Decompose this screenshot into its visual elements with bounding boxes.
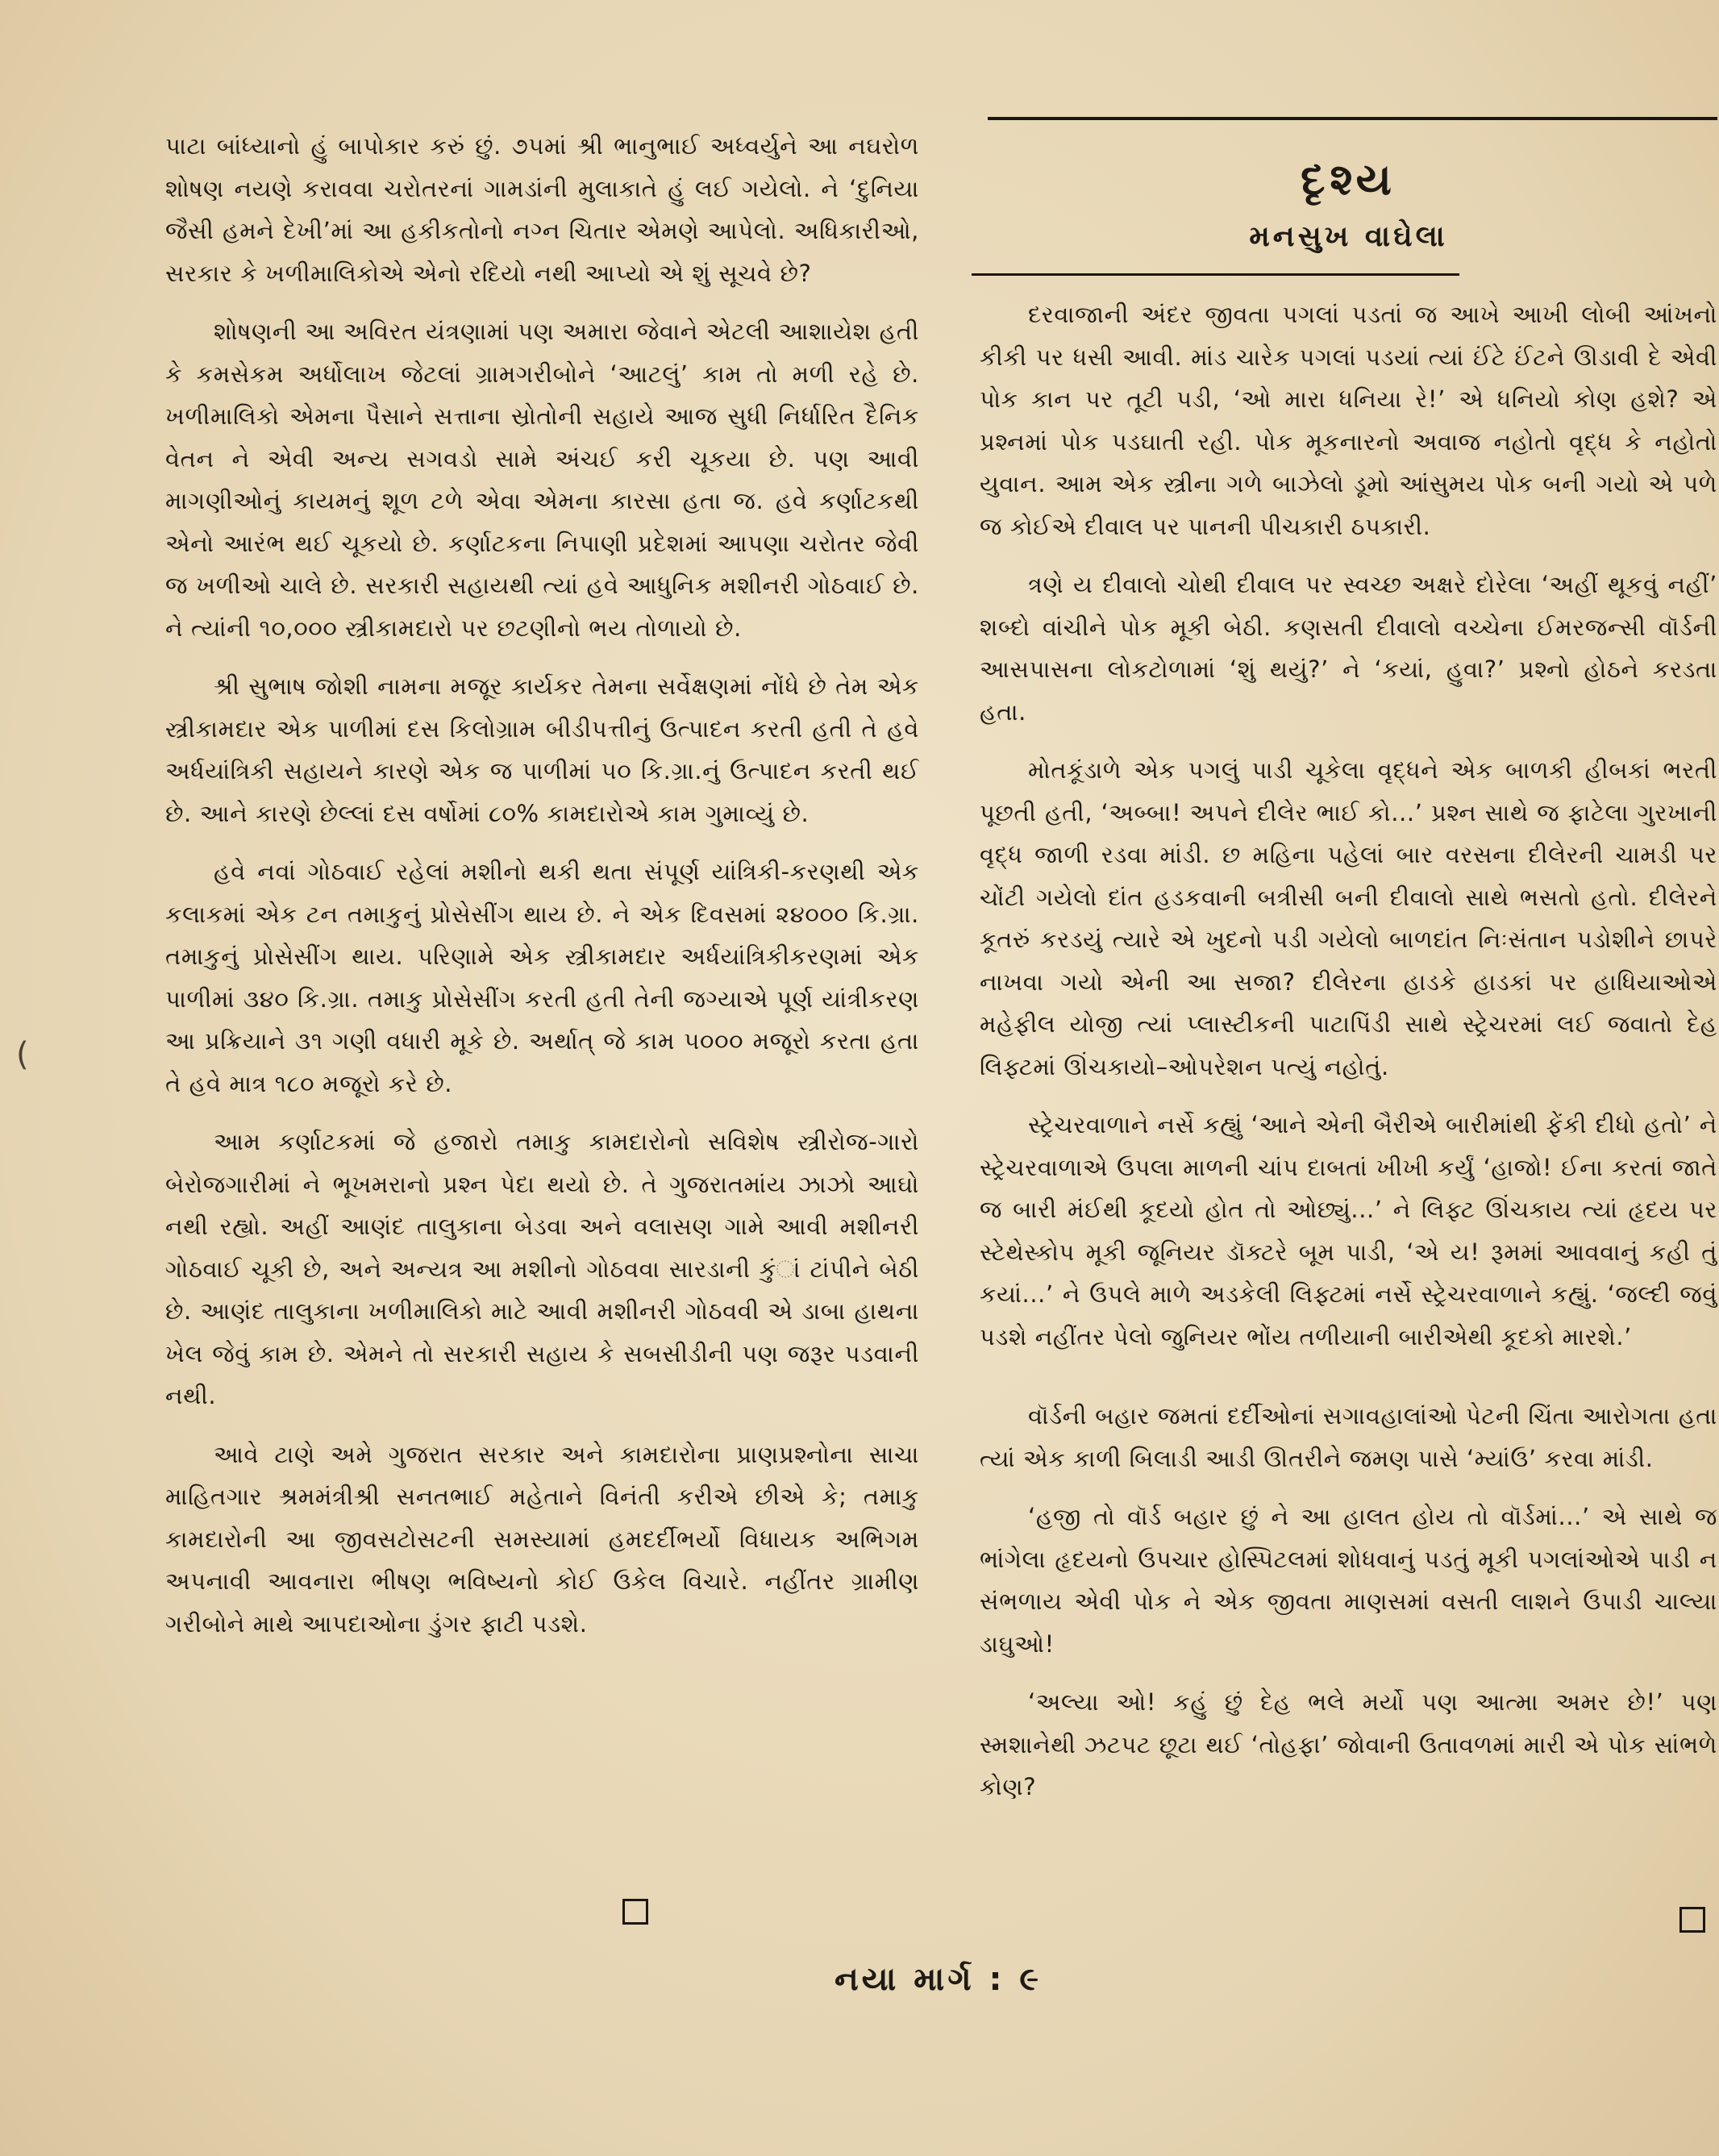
left-paragraph-6: આવે ટાણે અમે ગુજરાત સરકાર અને કામદારોના પ્રાણપ્રશ્નોના સાચા માહિતગાર શ્રમમંત્રીશ્રી સનતભાઈ મહેતાને વિનંતી કરીએ છીએ કે; તમાકુ કામદારોની આ જીવસટોસટની સમસ્યામાં હમદર્દીભર્યો વિધાયક અભિગમ અપનાવી આવનારા ભીષણ ભવિષ્યનો કોઈ ઉકેલ વિચારે. નહીંતર ગ્રામીણ ગરીબોને માથે આપદાઓના ડુંગર ફાટી પડશે. xyxy=(165,1440,919,1638)
right-paragraph-7: ‘અલ્યા ઓ! કહું છું દેહ ભલે મર્યો પણ આત્મા અમર છે!’ પણ સ્મશાનેથી ઝટપટ છૂટા થઈ ‘તોહફા’ જોવાની ઉતાવળમાં મારી એ પોક સાંભળે કોણ? xyxy=(980,1688,1717,1800)
story-body xyxy=(980,293,1717,1808)
end-mark-box-right xyxy=(1679,1907,1705,1933)
left-paragraph-2: શોષણની આ અવિરત યંત્રણામાં પણ અમારા જેવાને એટલી આશાયેશ હતી કે કમસેકમ અર્ધોલાખ જેટલાં ગ્રામગરીબોને ‘આટલું’ કામ તો મળી રહે છે. ખળીમાલિકો એમના પૈસાને સત્તાના સ્રોતોની સહાયે આજ સુધી નિર્ધારિત દૈનિક વેતન ને એવી અન્ય સગવડો સામે અંચઈ કરી ચૂકયા છે. પણ આવી માગણીઓનું કાયમનું શૂળ ટળે એવા એમના કારસા હતા જ. હવે કર્ણાટકથી એનો આરંભ થઈ ચૂકયો છે. કર્ણાટકના નિપાણી પ્રદેશમાં આપણા ચરોતર જેવી જ ખળીઓ ચાલે છે. સરકારી સહાયથી ત્યાં હવે આધુનિક મશીનરી ગોઠવાઈ છે. ને ત્યાંની ૧૦,૦૦૦ સ્ત્રીકામદારો પર છટણીનો ભય તોળાયો છે. xyxy=(165,318,919,642)
margin-mark: ( xyxy=(16,1036,29,1073)
left-paragraph-1: પાટા બાંધ્યાનો હું બાપોકાર કરું છું. ૭૫માં શ્રી ભાનુભાઈ અધ્વર્યુને આ નઘરોળ શોષણ નયણે કરાવવા ચરોતરનાં ગામડાંની મુલાકાતે હું લઈ ગયેલો. ને ‘દુનિયા જૈસી હમને દેખી’માં આ હકીકતોનો નગ્ન ચિતાર એમણે આપેલો. અધિકારીઓ, સરકાર કે ખળીમાલિકોએ એનો રદિયો નથી આપ્યો એ શું સૂચવે છે? xyxy=(165,132,919,287)
right-paragraph-2: ત્રણે ય દીવાલો ચોથી દીવાલ પર સ્વચ્છ અક્ષરે દોરેલા ‘અહીં થૂકવું નહીં’ શબ્દો વાંચીને પોક મૂકી બેઠી. કણસતી દીવાલો વચ્ચેના ઈમરજન્સી વૉર્ડની આસપાસના લોકટોળામાં ‘શું થયું?’ ને ‘કયાં, હુવા?’ પ્રશ્નો હોઠને કરડતા હતા. xyxy=(980,571,1717,726)
story-author: મનસુખ વાઘેલા xyxy=(1249,220,1448,253)
right-paragraph-1: દરવાજાની અંદર જીવતા પગલાં પડતાં જ આખે આખી લોબી આંખનો કીકી પર ધસી આવી. માંડ ચારેક પગલાં પડયાં ત્યાં ઈંટે ઈંટને ઊડાવી દે એવી પોક કાન પર તૂટી પડી, ‘ઓ મારા ધનિયા રે!’ એ ધનિયો કોણ હશે? એ પ્રશ્નમાં પોક પડઘાતી રહી. પોક મૂકનારનો અવાજ નહોતો વૃદ્ધ કે નહોતો યુવાન. આમ એક સ્ત્રીના ગળે બાઝેલો ડૂમો આંસુમય પોક બની ગયો એ પળે જ કોઈએ દીવાલ પર પાનની પીચકારી ઠપકારી. xyxy=(980,301,1717,540)
right-column xyxy=(980,117,1717,1825)
left-paragraph-3: શ્રી સુભાષ જોશી નામના મજૂર કાર્યકર તેમના સર્વેક્ષણમાં નોંધે છે તેમ એક સ્ત્રીકામદાર એક પાળીમાં દસ કિલોગ્રામ બીડીપત્તીનું ઉત્પાદન કરતી હતી તે હવે અર્ધયાંત્રિકી સહાયને કારણે એક જ પાળીમાં ૫૦ કિ.ગ્રા.નું ઉત્પાદન કરતી થઈ છે. આને કારણે છેલ્લાં દસ વર્ષોમાં ૮૦% કામદારોએ કામ ગુમાવ્યું છે. xyxy=(165,672,919,827)
end-mark-box-left xyxy=(622,1899,648,1925)
story-title: દૃશ્ય xyxy=(1301,154,1396,205)
page-footer: નયા માર્ગ : ૯ xyxy=(835,1961,1043,1998)
right-paragraph-3: મોતકૂંડાળે એક પગલું પાડી ચૂકેલા વૃદ્ધને એક બાળકી હીબકાં ભરતી પૂછતી હતી, ‘અબ્બા! અપને દીલેર ભાઈ કો...’ પ્રશ્ન સાથે જ ફાટેલા ગુરખાની વૃદ્ધ જાળી રડવા માંડી. છ મહિના પહેલાં બાર વરસના દીલેરની ચામડી પર ચોંટી ગયેલો દાંત હડકવાની બત્રીસી બની દીવાલો સાથે ભસતો હતો. દીલેરને કૂતરું કરડયું ત્યારે એ ખુદનો પડી ગયેલો બાળદાંત નિઃસંતાન પડોશીને છાપરે નાખવા ગયો એની આ સજા? દીલેરના હાડકે હાડકાં પર હાધિયાઓએ મહેફીલ યોજી ત્યાં પ્લાસ્ટીકની પાટાપિંડી સાથે સ્ટ્રેચરમાં લઈ જવાતો દેહ લિફ્ટમાં ઊંચકાયો–ઓપરેશન પત્યું નહોતું. xyxy=(980,756,1717,1080)
left-paragraph-5: આમ કર્ણાટકમાં જે હજારો તમાકુ કામદારોનો સવિશેષ સ્ત્રીરોજ-ગારો બેરોજગારીમાં ને ભૂખમરાનો પ્રશ્ન પેદા થયો છે. તે ગુજરાતમાંય ઝાઝો આઘો નથી રહ્યો. અહીં આણંદ તાલુકાના બેડવા અને વલાસણ ગામે આવી મશીનરી ગોઠવાઈ ચૂકી છે, અને અન્યત્ર આ મશીનો ગોઠવવા સારડાની કુંાં ટાંપીને બેઠી છે. આણંદ તાલુકાના ખળીમાલિકો માટે આવી મશીનરી ગોઠવવી એ ડાબા હાથના ખેલ જેવું કામ છે. એમને તો સરકારી સહાય કે સબસીડીની પણ જરૂર પડવાની નથી. xyxy=(165,1128,919,1409)
bottom-rule xyxy=(972,273,1459,276)
left-paragraph-4: હવે નવાં ગોઠવાઈ રહેલાં મશીનો થકી થતા સંપૂર્ણ યાંત્રિકી-કરણથી એક કલાકમાં એક ટન તમાકુનું પ્રોસેસીંગ થાય છે. ને એક દિવસમાં ૨૪૦૦૦ કિ.ગ્રા. તમાકુનું પ્રોસેસીંગ થાય. પરિણામે એક સ્ત્રીકામદાર અર્ધયાંત્રિકીકરણમાં એક પાળીમાં ૩૪૦ કિ.ગ્રા. તમાકુ પ્રોસેસીંગ કરતી હતી તેની જગ્યાએ પૂર્ણ યાંત્રીકરણ આ પ્રક્રિયાને ૩૧ ગણી વધારી મૂકે છે. અર્થાત્ જે કામ ૫૦૦૦ મજૂરો કરતા હતા તે હવે માત્ર ૧૮૦ મજૂરો કરે છે. xyxy=(165,858,919,1097)
right-paragraph-5: વૉર્ડની બહાર જમતાં દર્દીઓનાં સગાવહાલાંઓ પેટની ચિંતા આરોગતા હતા ત્યાં એક કાળી બિલાડી આડી ઊતરીને જમણ પાસે ‘મ્યાંઉ’ કરવા માંડી. xyxy=(980,1402,1717,1472)
top-rule xyxy=(988,117,1717,120)
right-paragraph-4: સ્ટ્રેચરવાળાને નર્સે કહ્યું ‘આને એની બૈરીએ બારીમાંથી ફેંકી દીધો હતો’ ને સ્ટ્રેચરવાળાએ ઉપલા માળની ચાંપ દાબતાં ખીખી કર્યું ‘હાજો! ઈના કરતાં જાતે જ બારી મંઈથી કૂદયો હોત તો ઓછ્યું...’ ને લિફ્ટ ઊંચકાય ત્યાં હૃદય પર સ્ટેથેસ્કોપ મૂકી જૂનિયર ડૉક્ટરે બૂમ પાડી, ‘એ ય! રૂમમાં આવવાનું કહી તું કયાં...’ ને ઉપલે માળે અડકેલી લિફ્ટમાં નર્સે સ્ટ્રેચરવાળાને કહ્યું. ‘જલ્દી જવું પડશે નહીંતર પેલો જુનિયર ભોંય તળીયાની બારીએથી કૂદકો મારશે.’ xyxy=(980,1111,1717,1351)
right-paragraph-6: ‘હજી તો વૉર્ડ બહાર છું ને આ હાલત હોય તો વૉર્ડમાં...’ એ સાથે જ ભાંગેલા હૃદયનો ઉપચાર હોસ્પિટલમાં શોધવાનું પડતું મૂકી પગલાંઓએ પાડી ન સંભળાય એવી પોક ને એક જીવતા માણસમાં વસતી લાશને ઉપાડી ચાલ્યા ડાઘુઓ! xyxy=(980,1503,1717,1658)
left-column xyxy=(165,125,919,1661)
